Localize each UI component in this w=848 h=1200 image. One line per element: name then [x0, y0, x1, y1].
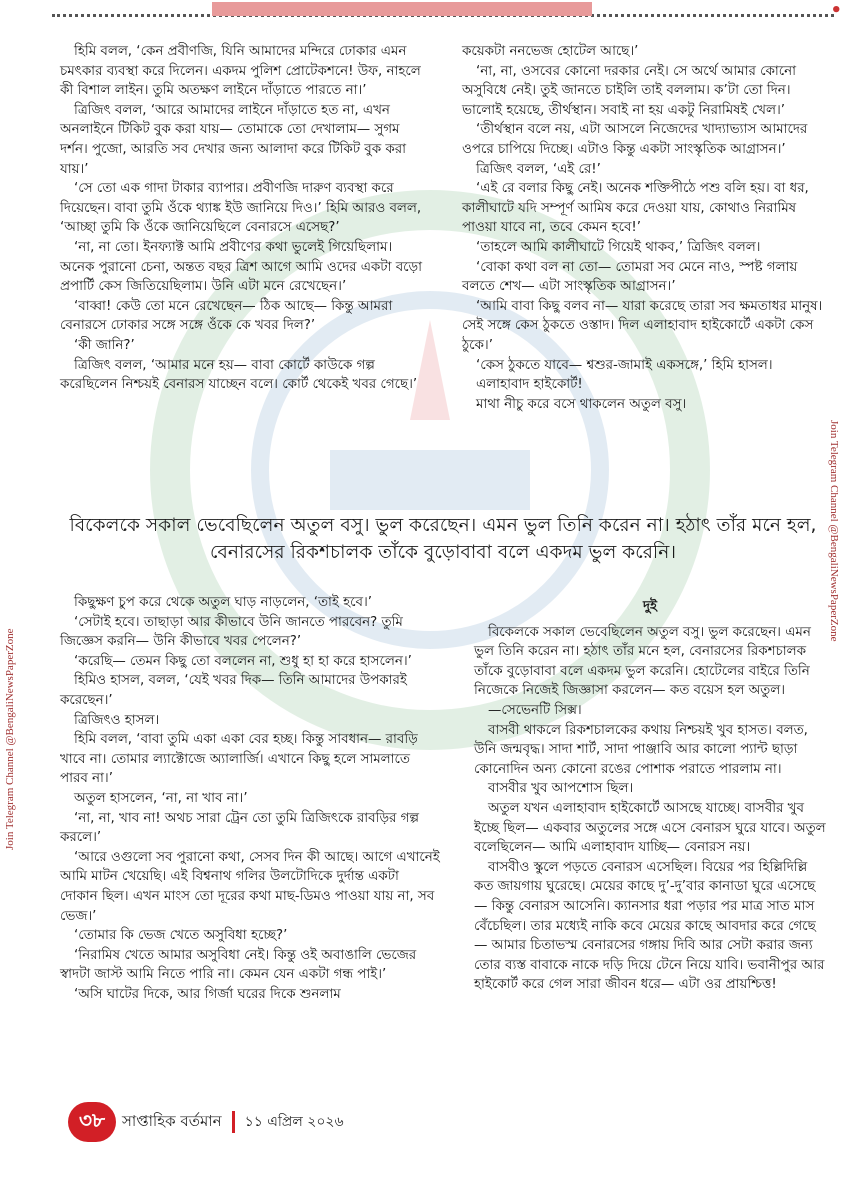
paragraph: ‘সেটাই হবে। তাছাড়া আর কীভাবে উনি জানতে পারবেন? তুমি জিজ্ঞেস করনি— উনি কীভাবে খবর পেলেন?’ — [60, 614, 403, 650]
paragraph: হিমি বলল, ‘বাবা তুমি একা একা বের হচ্ছ। কিন্তু সাবধান— রাবড়ি খাবে না। তোমার ল্যাক্টোজে অ্যালার্জি। এখানে কিছু হলে সামলাতে পারব না।’ — [60, 732, 418, 787]
paragraph: ‘না, না, খাব না! অথচ সারা ট্রেন তো তুমি ত্রিজিৎকে রাবড়ির গল্প করলে।’ — [60, 810, 419, 846]
paragraph: ‘তীর্থস্থান বলে নয়, এটা আসলে নিজেদের খাদ্যাভ্যাস আমাদের ওপরে চাপিয়ে দিচ্ছে। এটাও কিন্তু একটা সাংস্কৃতিক আগ্রাসন।’ — [462, 122, 808, 157]
paragraph: ত্রিজিৎও হাসল। — [74, 712, 160, 728]
article-column-2 — [462, 42, 826, 414]
paragraph: —সেভেনটি সিক্স। — [488, 702, 582, 718]
corner-mark: • — [830, 0, 842, 21]
paragraph: অতুল যখন এলাহাবাদ হাইকোর্টে আসছে যাচ্ছে। বাসবীর খুব ইচ্ছে ছিল— একবার অতুলের সঙ্গে এসে বেনারস ঘুরে যাবে। অতুল বলেছিলেন— আমি এলাহাবাদ যাচ্ছি— বেনারস নয়। — [474, 800, 826, 856]
paragraph: কয়েকটা ননভেজ হোটেল আছে।’ — [462, 44, 639, 59]
paragraph: ‘আমি বাবা কিছু বলব না— যারা করেছে তারা সব ক্ষমতাধর মানুষ। সেই সঙ্গে কেস ঠুকতে ওস্তাদ। দিল এলাহাবাদ হাইকোর্টে একটা কেস ঠুকে।’ — [462, 298, 823, 353]
footer-divider — [232, 1111, 235, 1133]
paragraph: মাথা নীচু করে বসে থাকলেন অতুল বসু। — [476, 396, 687, 412]
paragraph: ‘কেস ঠুকতে যাবে— শ্বশুর-জামাই একসঙ্গে,’ হিমি হাসল। — [476, 357, 773, 373]
paragraph: ‘না, না, ওসবের কোনো দরকার নেই। সে অর্থে আমার কোনো অসুবিধে নেই। তুই জানতে চাইলি তাই বললাম। ক’টা তো দিন। ভালোই হয়েছে, তীর্থস্থান। সবাই না হয় একটু নিরামিষই খেল।’ — [462, 63, 797, 118]
page-number-badge: ৩৮ — [68, 1102, 116, 1142]
paragraph: ‘আরে ওগুলো সব পুরানো কথা, সেসব দিন কী আছে। আগে এখানেই আমি মাটন খেয়েছি। এই বিশ্বনাথ গলির উলটোদিকে দুর্দান্ত একটা দোকান ছিল। এখন মাংস তো দূরের কথা মাছ-ডিমও পাওয়া যায় না, সব ভেজ।’ — [60, 849, 440, 924]
publication-name: সাপ্তাহিক বর্তমান — [122, 1111, 222, 1130]
paragraph: ‘নিরামিষ খেতে আমার অসুবিধা নেই। কিন্তু ওই অবাঙালি ভেজের স্বাদটা জাস্ট আমি নিতে পারি না। কেমন যেন একটা গন্ধ পাই।’ — [60, 947, 417, 983]
paragraph: ‘সে তো এক গাদা টাকার ব্যাপার। প্রবীণজি দারুণ ব্যবস্থা করে দিয়েছেন। বাবা তুমি ওঁকে থ্যাঙ্ক ইউ জানিয়ে দিও।’ হিমি আরও বলল, ‘আচ্ছা তুমি কি ওঁকে জানিয়েছিলে বেনারসে এসেছ?’ — [60, 181, 422, 236]
paragraph: ‘তাহলে আমি কালীঘাটে গিয়েই থাকব,’ ত্রিজিৎ বলল। — [476, 239, 761, 255]
paragraph: ত্রিজিৎ বলল, ‘আরে আমাদের লাইনে দাঁড়াতে হত না, এখন অনলাইনে টিকিট বুক করা যায়— তোমাকে তো দেখালাম— সুগম দর্শন। পুজো, আরতি সব দেখার জন্য আলাদা করে টিকিট বুক করা যায়।’ — [60, 102, 406, 177]
issue-date: ১১ এপ্রিল ২০২৬ — [244, 1114, 344, 1130]
paragraph: বিকেলকে সকাল ভেবেছিলেন অতুল বসু। ভুল করেছেন। এমন ভুল তিনি করেন না। হঠাৎ তাঁর মনে হল, বেনারসের রিকশচালক তাঁকে বুড়োবাবা বলে একদম ভুল করেনি। হোটেলের বাইরে তিনি নিজেকে নিজেই জিজ্ঞাসা করলেন— কত বয়েস হল অতুল। — [474, 624, 811, 699]
paragraph: ‘বাব্বা! কেউ তো মনে রেখেছেন— ঠিক আছে— কিন্তু আমরা বেনারসে ঢোকার সঙ্গে সঙ্গে ওঁকে কে খবর দিল?’ — [60, 298, 393, 334]
article-column-4 — [474, 593, 826, 995]
telegram-banner-right: Join Telegram Channel @BengaliNewsPaperZone — [828, 420, 840, 642]
page-footer — [68, 1102, 344, 1142]
paragraph: ত্রিজিৎ বলল, ‘এই রে!’ — [476, 161, 601, 177]
section-heading: দুই — [642, 599, 657, 614]
paragraph: অতুল হাসলেন, ‘না, না খাব না।’ — [74, 790, 248, 806]
paragraph: কিছুক্ষণ চুপ করে থেকে অতুল ঘাড় নাড়লেন, ‘তাই হবে।’ — [74, 595, 373, 610]
paragraph: ‘তোমার কি ভেজ খেতে অসুবিধা হচ্ছে?’ — [74, 928, 288, 944]
pull-quote: বিকেলকে সকাল ভেবেছিলেন অতুল বসু। ভুল করেছেন। এমন ভুল তিনি করেন না। হঠাৎ তাঁর মনে হল, বেনারসের রিকশচালক তাঁকে বুড়োবাবা বলে একদম ভুল করেনি। — [69, 515, 817, 563]
paragraph: হিমি বলল, ‘কেন প্রবীণজি, যিনি আমাদের মন্দিরে ঢোকার এমন চমৎকার ব্যবস্থা করে দিলেন। একদম পুলিশ প্রোটেকশনে! উফ, নাহলে কী বিশাল লাইন। তুমি অতক্ষণ লাইনে দাঁড়াতে পারতে না।’ — [60, 44, 421, 99]
paragraph: ‘না, না তো। ইনফ্যাক্ট আমি প্রবীণের কথা ভুলেই গিয়েছিলাম। অনেক পুরানো চেনা, অন্তত বছর ত্রিশ আগে আমি ওদের একটা বড়ো প্রপার্টি কেস জিতিয়েছিলাম। উনি এটা মনে রেখেছেন।’ — [60, 239, 422, 295]
paragraph: বাসবীর খুব আপশোস ছিল। — [488, 781, 634, 797]
paragraph: ‘কী জানি?’ — [74, 337, 135, 353]
article-column-1 — [60, 42, 430, 395]
paragraph: এলাহাবাদ হাইকোর্ট! — [476, 377, 583, 393]
header-fragment — [212, 2, 592, 16]
telegram-banner-left: Join Telegram Channel @BengaliNewsPaperZone — [4, 628, 16, 850]
article-column-3 — [60, 593, 440, 1004]
paragraph: বাসবীও স্কুলে পড়তে বেনারস এসেছিল। বিয়ের পর হিল্লিদিল্লি কত জায়গায় ঘুরেছে। মেয়ের কাছে দু’-দু’বার কানাডা ঘুরে এসেছে— কিন্তু বেনারস আসেনি। ক্যানসার ধরা পড়ার পর মাত্র সাত মাস বেঁচেছিল। তার মধ্যেই নাকি কবে মেয়ের কাছে আবদার করে গেছে— আমার চিতাভস্ম বেনারসের গঙ্গায় দিবি আর সেটা করার জন্য তোর ব্যস্ত বাবাকে নাকে দড়ি দিয়ে টেনে নিয়ে যাবি। ভবানীপুর আর হাইকোর্ট করে গেল সারা জীবন ধরে— এটা ওর প্রায়শ্চিত্ত! — [474, 859, 825, 993]
paragraph: ‘করেছি— তেমন কিছু তো বললেন না, শুধু হা হা করে হাসলেন।’ — [74, 653, 412, 669]
paragraph: ‘বোকা কথা বল না তো— তোমরা সব মেনে নাও, স্পষ্ট গলায় বলতে শেখ— এটা সাংস্কৃতিক আগ্রাসন।’ — [462, 259, 798, 295]
paragraph: ‘অসি ঘাটের দিকে, আর গির্জা ঘরের দিকে শুনলাম — [74, 986, 341, 1002]
paragraph: ‘এই রে বলার কিছু নেই। অনেক শক্তিপীঠে পশু বলি হয়। বা ধর, কালীঘাটে যদি সম্পূর্ণ আমিষ করে দেওয়া যায়, কোথাও নিরামিষ পাওয়া যাবে না, তবে কেমন হবে!’ — [462, 181, 809, 236]
paragraph: হিমিও হাসল, বলল, ‘যেই খবর দিক— তিনি আমাদের উপকারই করেছেন।’ — [60, 673, 407, 708]
paragraph: ত্রিজিৎ বলল, ‘আমার মনে হয়— বাবা কোর্টে কাউকে গল্প করেছিলেন নিশ্চয়ই বেনারস যাচ্ছেন বলে। কোর্ট থেকেই খবর গেছে।’ — [60, 357, 418, 393]
paragraph: বাসবী থাকলে রিকশচালকের কথায় নিশ্চয়ই খুব হাসত। বলত, উনি জন্মবৃদ্ধ। সাদা শার্ট, সাদা পাঞ্জাবি আর কালো প্যান্ট ছাড়া কোনোদিন অন্য কোনো রঙের পোশাক পরাতে পারলাম না। — [474, 722, 808, 777]
